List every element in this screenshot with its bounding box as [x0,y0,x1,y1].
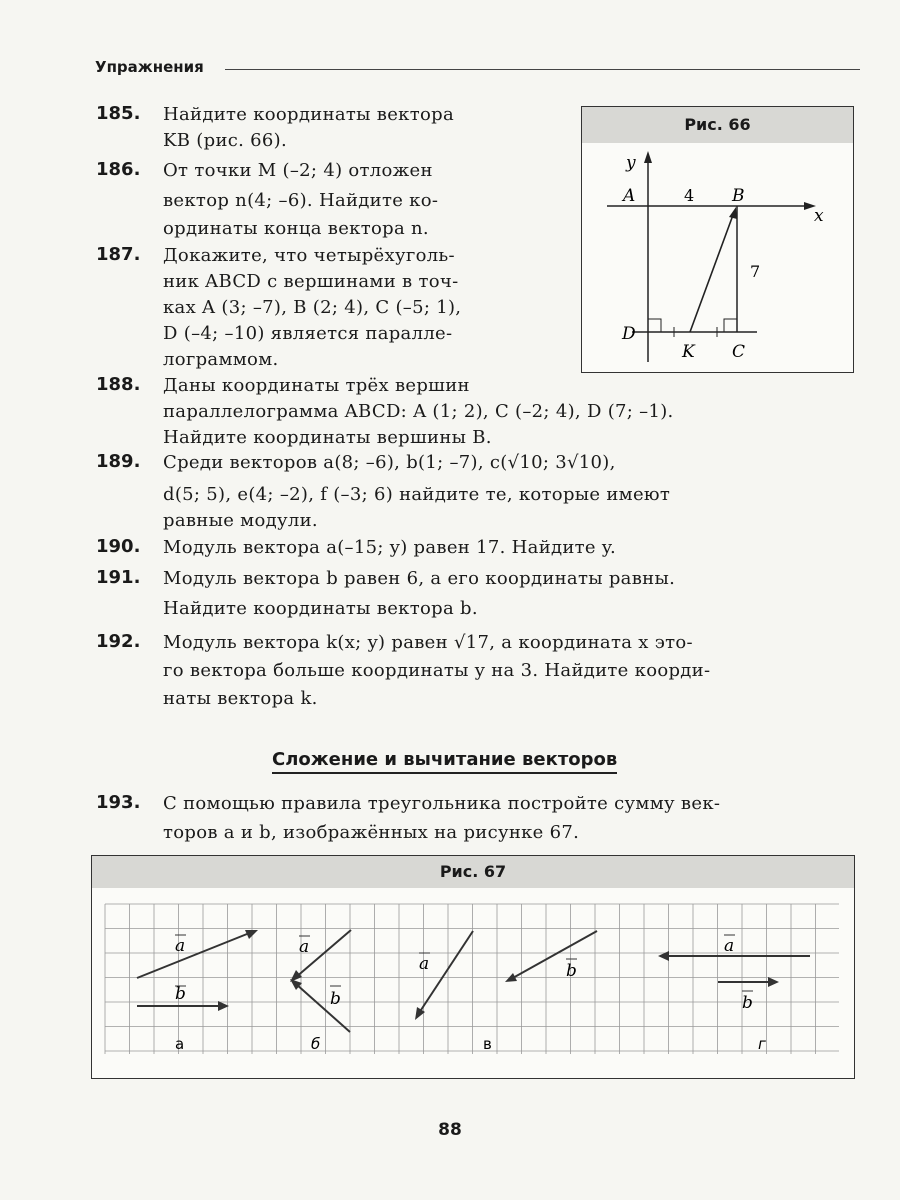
exercise-text-line: Найдите координаты вектора b. [163,598,478,619]
label-vector-a: a [724,936,735,956]
label-vector-b: b [175,984,186,1004]
exercise-number: 188. [96,374,141,395]
label-y: y [626,153,636,173]
figure-67-title: Рис. 67 [439,862,507,881]
exercise-number: 193. [96,792,141,813]
exercise-text-line: Даны координаты трёх вершин [163,375,470,396]
exercise-text-line: D (–4; –10) является паралле- [163,323,453,344]
panel-label-v: в [483,1035,492,1053]
vector-labels [175,936,753,1013]
exercise-text-line: го вектора больше координаты y на 3. Найдите коорди- [163,660,711,681]
vector-kb-arrow-icon [729,207,737,219]
figure-66-diagram [582,107,853,372]
label-k: K [682,342,695,362]
exercise-text-line: Модуль вектора b равен 6, а его координаты равны. [163,568,676,589]
label-vector-b: b [330,989,341,1009]
exercise-text-line: торов a и b, изображённых на рисунке 67. [163,822,580,843]
arrowhead-icon [768,977,779,987]
vector-b-panel-b [296,984,350,1032]
section-title: Сложение и вычитание векторов [272,749,617,774]
exercise-number: 185. [96,103,141,124]
label-vector-b: b [566,961,577,981]
arrowhead-icon [658,951,669,961]
panel-label-b: б [311,1035,321,1053]
label-b: B [732,186,745,206]
label-length-bc: 7 [750,262,761,281]
exercise-text-line: ник ABCD с вершинами в точ- [163,271,459,292]
panel-labels [175,1035,766,1053]
exercise-text-line: KB (рис. 66). [163,130,288,151]
right-angle-c [724,319,737,332]
exercise-text-line: наты вектора k. [163,688,318,709]
exercise-text-line: Найдите координаты вектора [163,104,454,125]
exercise-text-line: Среди векторов a(8; –6), b(1; –7), c(√10; 3√10), [163,452,616,473]
running-header: Упражнения [95,58,204,76]
exercise-text-line: вектор n(4; –6). Найдите ко- [163,190,439,211]
exercise-text-line: С помощью правила треугольника постройте сумму век- [163,793,721,814]
grid-lines [105,904,839,1054]
vector-kb [690,215,733,332]
right-angle-d [648,319,661,332]
exercise-text-line: Докажите, что четырёхуголь- [163,245,455,266]
exercise-text-line: ординаты конца вектора n. [163,218,429,239]
label-vector-a: a [299,937,310,957]
label-a: A [623,186,636,206]
header-rule [225,69,860,70]
page-number: 88 [438,1120,462,1140]
label-vector-b: b [742,993,753,1013]
label-c: C [732,342,746,362]
label-d: D [622,324,636,344]
label-length-ab: 4 [684,186,695,205]
vector-b-panel-v [511,931,597,979]
label-vector-a: a [419,954,430,974]
exercise-text-line: Найдите координаты вершины B. [163,427,492,448]
exercise-text-line: Модуль вектора k(x; y) равен √17, а координата x это- [163,632,693,653]
figure-67-grid [92,856,854,1078]
exercise-number: 192. [96,631,141,652]
exercise-text-line: От точки M (–2; 4) отложен [163,160,433,181]
exercise-text-line: равные модули. [163,510,318,531]
exercise-text-line: Модуль вектора a(–15; y) равен 17. Найдите y. [163,537,617,558]
label-vector-a: a [175,936,186,956]
exercise-number: 189. [96,451,141,472]
panel-label-g: г [758,1035,766,1053]
panel-label-a: а [175,1035,185,1053]
exercise-number: 187. [96,244,141,265]
figure-66 [581,106,854,373]
exercise-text-line: параллелограмма ABCD: A (1; 2), C (–2; 4), D (7; –1). [163,401,674,422]
exercise-number: 191. [96,567,141,588]
figure-67 [91,855,855,1079]
exercise-text-line: d(5; 5), e(4; –2), f (–3; 6) найдите те, которые имеют [163,484,671,505]
label-x: x [814,206,824,226]
exercise-number: 190. [96,536,141,557]
exercise-text-line: лограммом. [163,349,279,370]
exercise-text-line: ках A (3; –7), B (2; 4), C (–5; 1), [163,297,462,318]
y-axis-arrow-icon [644,151,652,163]
figure-66-title: Рис. 66 [684,115,751,134]
exercise-number: 186. [96,159,141,180]
